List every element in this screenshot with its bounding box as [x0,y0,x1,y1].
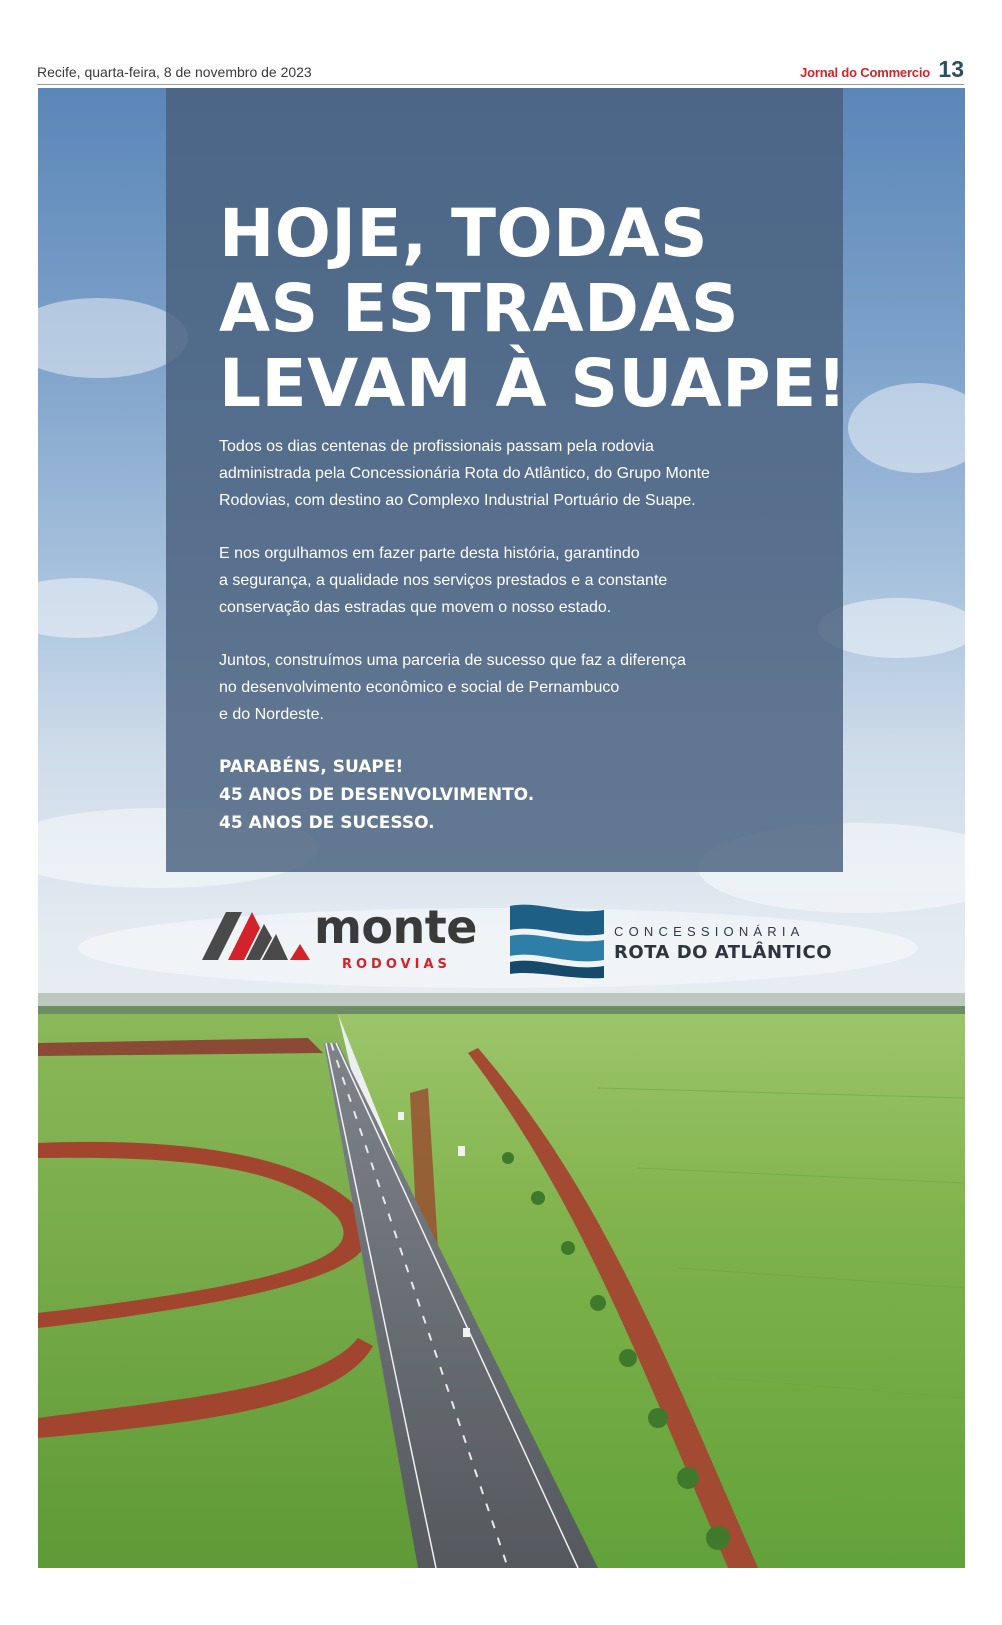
body-line: e do Nordeste. [219,706,324,723]
headline [219,195,848,422]
body-line: Rodovias, com destino ao Complexo Industrial Portuário de Suape. [219,492,696,509]
closing-line: PARABÉNS, SUAPE! [219,757,404,777]
body-line: E nos orgulhamos em fazer parte desta história, garantindo [219,545,640,562]
body-line: administrada pela Concessionária Rota do Atlântico, do Grupo Monte [219,465,710,482]
rota-do-atlantico-logo [508,900,833,980]
rota-wordmark: ROTA DO ATLÂNTICO [614,942,833,963]
closing-line: 45 ANOS DE SUCESSO. [219,813,435,833]
body-line: no desenvolvimento econômico e social de Pernambuco [219,679,620,696]
monte-mountain-icon [202,908,310,970]
body-paragraph-3 [219,647,779,728]
message-panel [166,88,848,872]
body-line: Juntos, construímos uma parceria de sucesso que faz a diferença [219,652,686,669]
advertisement [38,88,965,1568]
header-rule [37,84,964,85]
edition-date: Recife, quarta-feira, 8 de novembro de 2023 [37,64,312,80]
monte-subtitle: RODOVIAS [342,957,451,972]
monte-rodovias-logo [202,900,484,980]
closing-line: 45 ANOS DE DESENVOLVIMENTO. [219,785,535,805]
body-line: a segurança, a qualidade nos serviços prestados e a constante [219,572,668,589]
rota-wave-icon [508,900,606,980]
body-paragraph-2 [219,540,779,621]
rota-subtitle: CONCESSIONÁRIA [614,924,805,939]
closing-message [219,753,534,837]
headline-line: HOJE, TODAS [219,195,709,272]
body-paragraph-1 [219,433,779,514]
newspaper-name: Jornal do Commercio [800,65,930,80]
page-number: 13 [938,56,964,82]
body-line: Todos os dias centenas de profissionais passam pela rodovia [219,438,654,455]
headline-line: LEVAM À SUAPE! [219,345,848,422]
headline-line: AS ESTRADAS [219,270,740,347]
monte-wordmark: monte [314,900,477,954]
body-line: conservação das estradas que movem o nosso estado. [219,599,612,616]
